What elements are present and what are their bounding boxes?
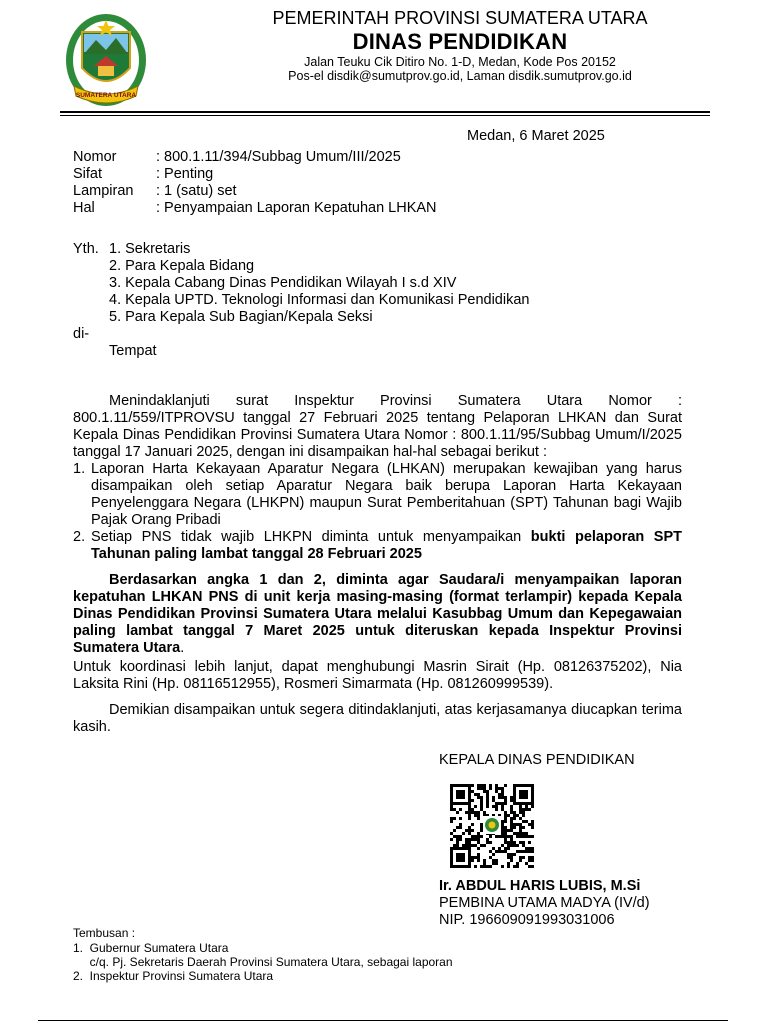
letter-date: Medan, 6 Maret 2025: [467, 128, 605, 144]
point-1-number: 1.: [73, 461, 86, 477]
recipients-prefix: Yth.: [73, 241, 99, 257]
instruction-paragraph: [73, 572, 682, 657]
point-1-text: Laporan Harta Kekayaan Aparatur Negara (LHKAN) merupakan kewajiban yang harus disampaikan oleh setiap Aparatur Negara baik berupa Laporan Harta Kekayaan Penyelenggara Negara (LHKPN) maupun Surat Pemberitahuan (SPT) Tahunan bagi Wajib Pajak Orang Pribadi: [91, 461, 682, 528]
letterhead-contact: Pos-el disdik@sumutprov.go.id, Laman disdik.sumutprov.go.id: [288, 69, 632, 83]
point-2-text-bold: bukti pelaporan SPT Tahunan paling lambat tanggal 28 Februari 2025: [91, 529, 682, 562]
footer-rule: [38, 1020, 728, 1021]
signatory-rank: PEMBINA UTAMA MADYA (IV/d): [439, 895, 650, 911]
recipients-place: Tempat: [109, 343, 157, 359]
signatory-name: Ir. ABDUL HARIS LUBIS, M.Si: [439, 878, 641, 894]
recipient-item: 3. Kepala Cabang Dinas Pendidikan Wilayah I s.d XIV: [109, 275, 457, 291]
meta-key-nomor: Nomor: [73, 149, 117, 165]
point-2-text: [91, 529, 682, 563]
meta-key-sifat: Sifat: [73, 166, 103, 182]
instruction-bold: Berdasarkan angka 1 dan 2, diminta agar Saudara/i menyampaikan laporan kepatuhan LHKAN PNS di unit kerja masing-masing (format terlampir) kepada Kepala Dinas Pendidikan Provinsi Sumatera Utara melalui Kasubbag Umum dan Kepegawaian paling lambat tanggal 7 Maret 2025 untuk diteruskan kepada Inspektur Provinsi Sumatera Utara: [73, 572, 682, 656]
logo-ribbon-text: SUMATERA UTARA: [75, 92, 137, 99]
province-emblem-logo: [62, 8, 150, 114]
recipient-item: 2. Para Kepala Bidang: [109, 258, 255, 274]
recipients-di: di-: [73, 326, 90, 342]
qr-code-signature: [447, 784, 537, 868]
closing-paragraph: Demikian disampaikan untuk segera ditindaklanjuti, atas kerjasamanya diucapkan terima kasih.: [73, 702, 682, 735]
cc-item: 1. Gubernur Sumatera Utara: [73, 941, 229, 955]
meta-key-lampiran: Lampiran: [73, 183, 134, 199]
meta-value-sifat: : Penting: [156, 166, 214, 182]
cc-item: 2. Inspektur Provinsi Sumatera Utara: [73, 969, 274, 983]
letterhead-government: PEMERINTAH PROVINSI SUMATERA UTARA: [272, 8, 648, 28]
point-2-text-regular: Setiap PNS tidak wajib LHKPN diminta untuk menyampaikan: [91, 529, 531, 545]
meta-value-nomor: : 800.1.11/394/Subbag Umum/III/2025: [156, 149, 401, 165]
recipient-item: 4. Kepala UPTD. Teknologi Informasi dan Komunikasi Pendidikan: [109, 292, 530, 308]
letterhead-address: Jalan Teuku Cik Ditiro No. 1-D, Medan, Kode Pos 20152: [304, 55, 616, 69]
cc-title: Tembusan :: [73, 926, 136, 940]
point-2-number: 2.: [73, 529, 86, 545]
letterhead-rule-thin: [60, 115, 710, 116]
instruction-end: .: [180, 640, 185, 656]
letterhead-department: DINAS PENDIDIKAN: [352, 29, 568, 54]
meta-value-hal: : Penyampaian Laporan Kepatuhan LHKAN: [156, 200, 437, 216]
coordination-paragraph: Untuk koordinasi lebih lanjut, dapat menghubungi Masrin Sirait (Hp. 08126375202), Nia Laksita Rini (Hp. 08116512955), Rosmeri Simarmata (Hp. 081260999539).: [73, 659, 682, 692]
body-intro-paragraph: Menindaklanjuti surat Inspektur Provinsi Sumatera Utara Nomor : 800.1.11/559/ITPROVSU tanggal 27 Februari 2025 tentang Pelaporan LHKAN dan Surat Kepala Dinas Pendidikan Provinsi Sumatera Utara Nomor : 800.1.11/95/Subbag Umum/I/2025 tanggal 17 Januari 2025, dengan ini disampaikan hal-hal sebagai berikut :: [73, 393, 682, 460]
cc-item: c/q. Pj. Sekretaris Daerah Provinsi Sumatera Utara, sebagai laporan: [73, 955, 453, 969]
recipient-item: 5. Para Kepala Sub Bagian/Kepala Seksi: [109, 309, 373, 325]
recipient-item: 1. Sekretaris: [109, 241, 191, 257]
signature-title: KEPALA DINAS PENDIDIKAN: [439, 752, 635, 768]
letterhead-rule-thick: [60, 111, 710, 113]
signatory-nip: NIP. 196609091993031006: [439, 912, 615, 928]
meta-value-lampiran: : 1 (satu) set: [156, 183, 237, 199]
meta-key-hal: Hal: [73, 200, 95, 216]
